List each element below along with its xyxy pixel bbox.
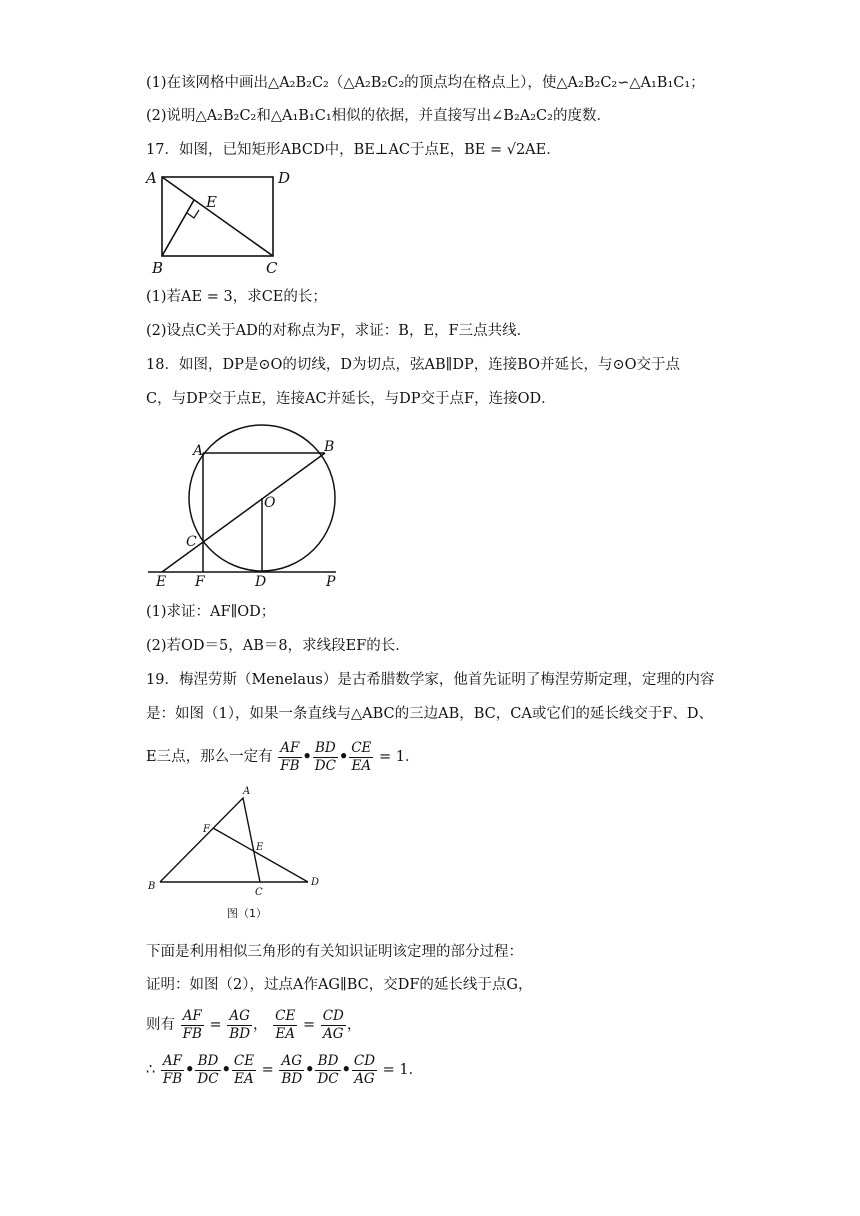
figure-19-caption: 图（1） [227, 907, 267, 920]
q19-stem-line1: 19．梅涅劳斯（Menelaus）是古希腊数学家，他首先证明了梅涅劳斯定理，定理的内容 [146, 672, 715, 688]
fraction-ce-ea-2: $\frac{CE}{EA}$ [275, 1007, 296, 1042]
fraction-af-fb-2: $\frac{AF}{FB}$ [182, 1007, 202, 1042]
fig18-label-D: D [255, 574, 267, 590]
fig17-label-C: C [266, 259, 278, 277]
q18-stem-line1: 18．如图，DP是⊙O的切线，D为切点，弦AB∥DP，连接BO并延长，与⊙O交于点 [146, 357, 681, 373]
fig18-label-P: P [326, 574, 336, 590]
q16-part2: (2)说明△A₂B₂C₂和△A₁B₁C₁相似的依据，并直接写出∠B₂A₂C₂的度数． [146, 108, 611, 124]
figure-17-rectangle [140, 165, 300, 280]
q19-proof-line1: 证明：如图（2），过点A作AG∥BC，交DF的延长线于点G， [146, 977, 533, 993]
q17-part2: (2)设点C关于AD的对称点为F，求证：B，E，F三点共线． [146, 323, 532, 339]
q17-part1: (1)若AE = 3，求CE的长； [146, 289, 327, 305]
fraction-ag-bd: $\frac{AG}{BD}$ [229, 1007, 251, 1042]
fig19-label-E: E [256, 842, 264, 853]
fig19-label-B: B [148, 881, 156, 892]
fraction-af-fb: $\frac{AF}{FB}$ [280, 739, 300, 774]
fraction-ce-ea-3: $\frac{CE}{EA}$ [233, 1052, 255, 1087]
fig18-label-F: F [195, 574, 205, 590]
fraction-ce-ea: $\frac{CE}{EA}$ [351, 739, 372, 774]
q19-stem-line2: 是：如图（1），如果一条直线与△ABC的三边AB，BC，CA或它们的延长线交于F、D、 [146, 706, 714, 722]
q18-part2: (2)若OD＝5，AB＝8，求线段EF的长． [146, 638, 410, 654]
figure-18-circle [140, 400, 360, 595]
q19-proof-line2: 则有 $\frac{AF}{FB}$ = $\frac{AG}{BD}$ ， $\frac{CE}{EA}$ = $\frac{CD}{AG}$ ， [146, 1007, 362, 1042]
q19-stem-line3-text: E三点，那么一定有 [146, 749, 273, 765]
fig17-label-E: E [206, 193, 217, 211]
fig18-label-E: E [156, 574, 167, 590]
fraction-bd-dc-3: $\frac{BD}{DC}$ [197, 1052, 219, 1087]
fig17-label-B: B [152, 259, 164, 277]
fraction-bd-dc: $\frac{BD}{DC}$ [314, 739, 336, 774]
fig19-label-D: D [311, 877, 320, 888]
fig17-label-A: A [146, 169, 157, 187]
figure-19-triangle [140, 784, 340, 896]
q17-stem: 17．如图，已知矩形ABCD中，BE⊥AC于点E，BE = √2AE． [146, 142, 561, 158]
fraction-af-fb-3: $\frac{AF}{FB}$ [162, 1052, 183, 1087]
q16-part1: (1)在该网格中画出△A₂B₂C₂（△A₂B₂C₂的顶点均在格点上），使△A₂B₂C₂∽△A₁B₁C₁； [146, 75, 705, 91]
q18-stem-line2: C，与DP交于点E，连接AC并延长，与DP交于点F，连接OD． [146, 391, 556, 407]
fig17-label-D: D [278, 169, 291, 187]
fig19-label-C: C [255, 887, 263, 896]
q18-part1: (1)求证：AF∥OD； [146, 604, 276, 620]
fig18-label-A: A [193, 443, 204, 459]
fig18-label-C: C [186, 534, 197, 550]
fig18-label-B: B [324, 439, 335, 455]
fraction-bd-dc-4: $\frac{BD}{DC}$ [317, 1052, 339, 1087]
fig19-label-A: A [243, 786, 251, 797]
fraction-ag-bd-3: $\frac{AG}{BD}$ [281, 1052, 303, 1087]
q19-proof-line3: ∴ $\frac{AF}{FB}$ • $\frac{BD}{DC}$ • $\frac{CE}{EA}$ = $\frac{AG}{BD}$ • $\frac{BD}{DC}$ • $\frac{CD}{AG}$ = 1． [146, 1052, 424, 1087]
q19-stem-line3: E三点，那么一定有 $\frac{AF}{FB}$ • $\frac{BD}{DC}$ • $\frac{CE}{EA}$ = 1． [146, 739, 420, 774]
fraction-cd-ag: $\frac{CD}{AG}$ [322, 1007, 344, 1042]
fig18-label-O: O [264, 495, 276, 511]
q19-proof-intro: 下面是利用相似三角形的有关知识证明该定理的部分过程： [146, 944, 523, 960]
fig19-label-F: F [203, 824, 210, 835]
fraction-cd-ag-3: $\frac{CD}{AG}$ [353, 1052, 376, 1087]
